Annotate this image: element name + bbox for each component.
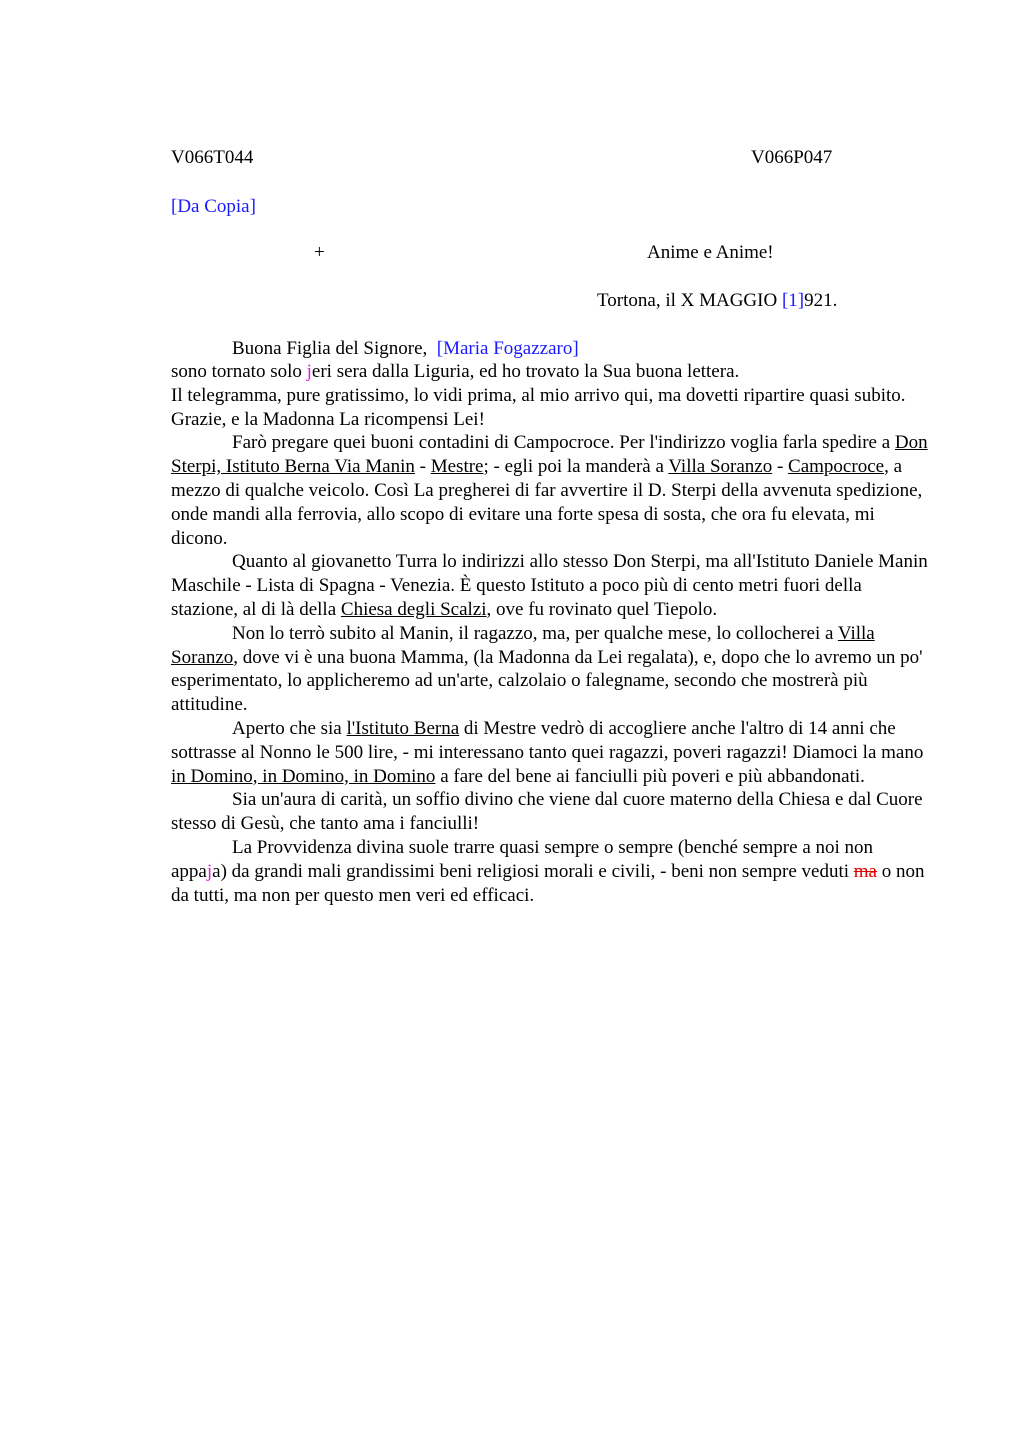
paragraph-7	[171, 836, 931, 907]
underlined-text: Villa Soranzo	[171, 622, 875, 668]
paragraph-3	[171, 550, 931, 621]
cross-symbol: +	[314, 242, 325, 263]
text-run: a fare del bene ai fanciulli più poveri e più abbandonati.	[435, 765, 865, 787]
source-note: [Da Copia]	[171, 196, 256, 217]
text-run: -	[772, 456, 789, 478]
correction-mark: j	[306, 361, 312, 382]
text-run: , dove vi è una buona Mamma, (la Madonna da Lei regalata), e, dopo che lo avremo un po' esperimentato, lo applicheremo ad un'arte, calzolaio o falegname, secondo che mostrerà più attitudine.	[171, 646, 923, 716]
text-run: Non lo terrò subito al Manin, il ragazzo, ma, per qualche mese, lo collocherei a	[232, 622, 838, 644]
paragraph-5	[171, 717, 931, 788]
text-run: a) da grandi mali grandissimi beni religiosi morali e civili, - beni non sempre veduti	[212, 860, 854, 882]
underlined-text: in Domino, in Domino, in Domino	[171, 765, 436, 787]
volume-code-right: V066P047	[751, 147, 833, 168]
text-run: La Provvidenza divina suole trarre quasi sempre o sempre (benché sempre a noi non appa	[171, 836, 874, 882]
letter-title: Anime e Anime!	[647, 242, 774, 263]
dateline-prefix: Tortona, il X MAGGIO	[597, 290, 782, 311]
text-run: Sia un'aura di carità, un soffio divino che viene dal cuore materno della Chiesa e dal Cuore stesso di Gesù, che tanto ama i fanciulli!	[171, 789, 923, 835]
dateline-suffix: 921.	[804, 290, 838, 311]
text-run: eri sera dalla Liguria, ed ho trovato la Sua buona lettera.	[311, 361, 740, 382]
underlined-text: Villa Soranzo	[668, 456, 773, 478]
letter-body	[171, 360, 931, 907]
paragraph-4	[171, 622, 931, 717]
underlined-text: l'Istituto Berna	[346, 717, 460, 739]
deleted-word: ma	[853, 860, 877, 882]
volume-code-left: V066T044	[171, 147, 254, 168]
text-run: -	[414, 456, 431, 478]
text-run: , ove fu rovinato quel Tiepolo.	[486, 598, 718, 620]
correction-mark: j	[206, 860, 213, 882]
dateline	[597, 290, 837, 312]
dateline-bracket: [1]	[781, 290, 805, 311]
text-run: , a mezzo di qualche veicolo. Così La pregherei di far avvertire il D. Sterpi della avvenuta spedizione, onde mandi alla ferrovia, allo scopo di evitare una forte spesa di sosta, che ora fu elevata, mi dicono.	[171, 456, 923, 549]
text-run: o non da tutti, ma non per questo men veri ed efficaci.	[171, 860, 925, 906]
paragraph-2	[171, 431, 931, 550]
underlined-text: Chiesa degli Scalzi	[340, 598, 487, 620]
paragraph-1	[171, 360, 931, 431]
salutation	[232, 338, 579, 360]
text-run: Farò pregare quei buoni contadini di Campocroce. Per l'indirizzo voglia farla spedire a	[232, 432, 895, 454]
underlined-text: Campocroce	[788, 456, 885, 478]
underlined-text: Don Sterpi, Istituto Berna Via Manin	[171, 432, 928, 478]
underlined-text: Mestre	[430, 456, 484, 478]
text-run: Quanto al giovanetto Turra lo indirizzi allo stesso Don Sterpi, ma all'Istituto Daniele Manin Maschile - Lista di Spagna - Venezia. È questo Istituto a poco più di cento metri fuori della stazione, al di là della	[171, 551, 928, 620]
addressee-note: [Maria Fogazzaro]	[436, 338, 579, 359]
salutation-text: Buona Figlia del Signore,	[232, 338, 428, 359]
text-run: sono tornato solo	[171, 361, 307, 382]
text-run: di Mestre vedrò di accogliere anche l'altro di 14 anni che sottrasse al Nonno le 500 lire, - mi interessano tanto quei ragazzi, poveri ragazzi! Diamoci la mano	[171, 717, 924, 763]
text-run: Aperto che sia	[232, 717, 347, 739]
text-run: ; - egli poi la manderà a	[483, 456, 669, 478]
text-run: Il telegramma, pure gratissimo, lo vidi prima, al mio arrivo qui, ma dovetti ripartire quasi subito. Grazie, e la Madonna La ricompensi Lei!	[171, 384, 906, 430]
paragraph-6	[171, 788, 931, 836]
